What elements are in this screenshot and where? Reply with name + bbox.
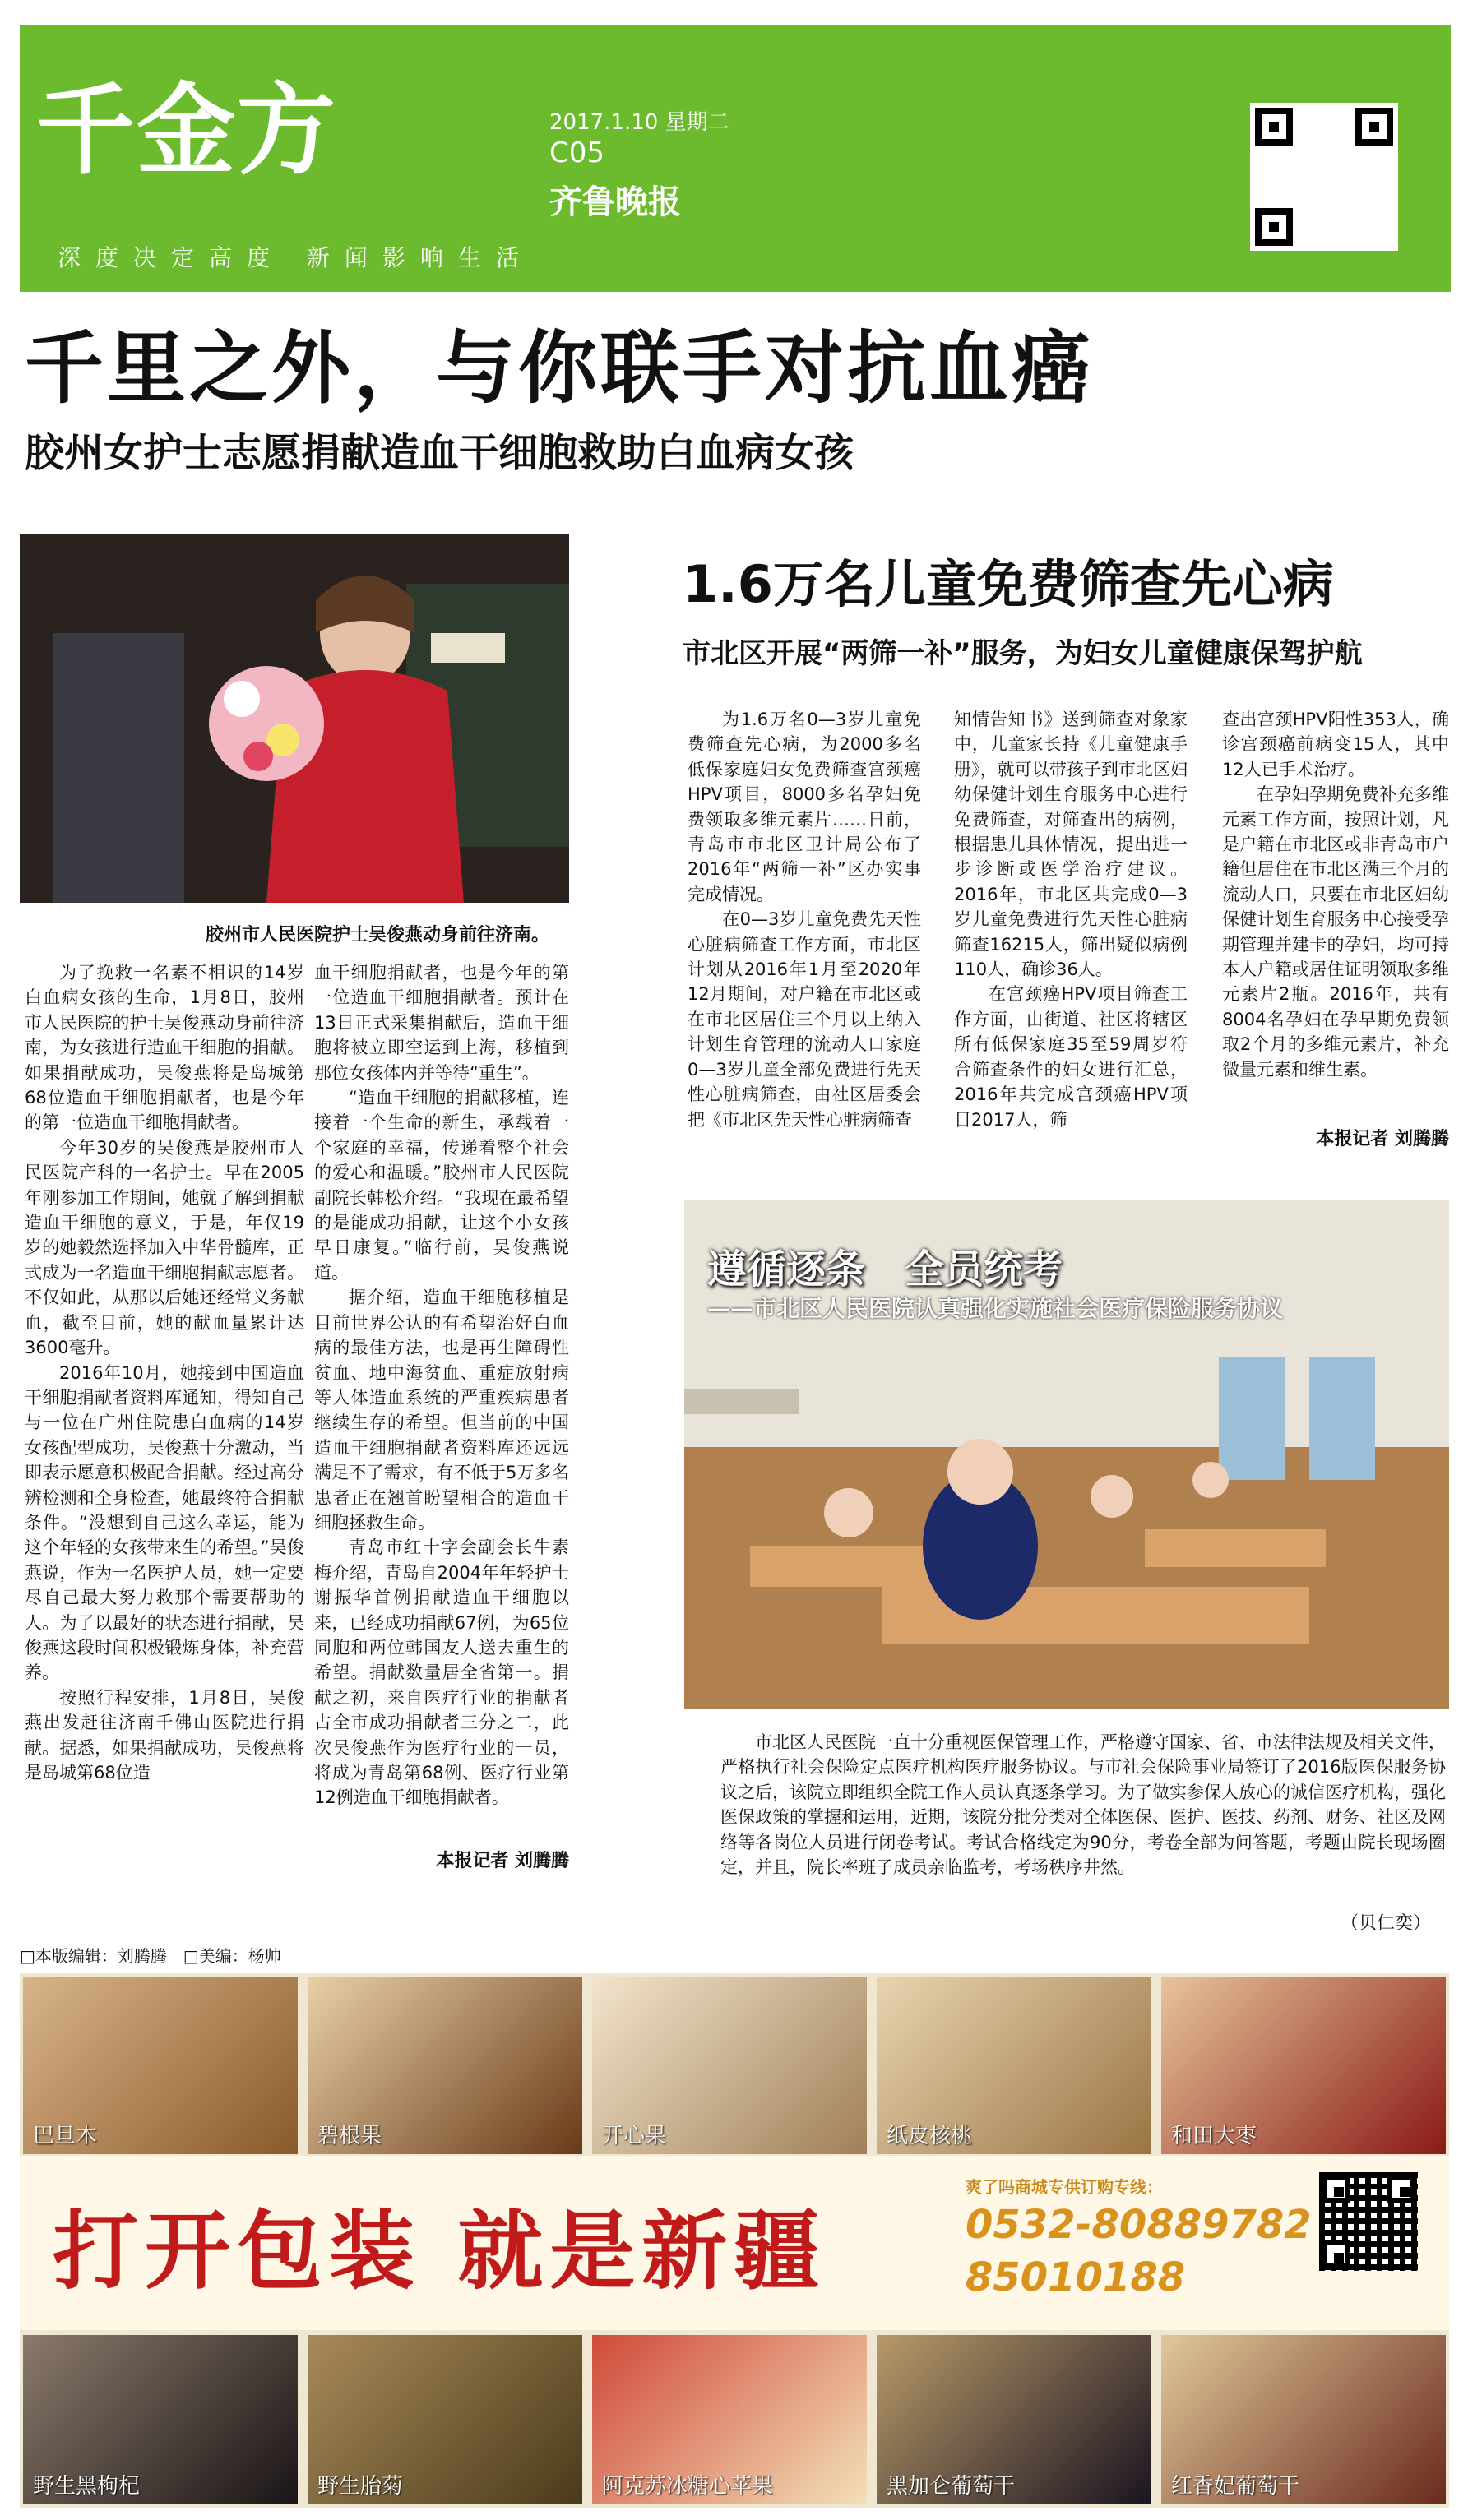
paragraph: 血干细胞捐献者，也是今年的第一位造血干细胞捐献者。预计在13日正式采集捐献后，造血干细胞将被立即空运到上海，移植到那位女孩体内并等待“重生”。 [314, 963, 569, 1083]
paragraph: 市北区人民医院一直十分重视医保管理工作，严格遵守国家、省、市法律法规及相关文件，严格执行社会保险定点医疗机构医疗服务协议。与市社会保险事业局签订了2016版医保服务协议之后，该院立即组织全院工作人员认真逐条学习。为了做实参保人放心的诚信医疗机构，强化医保政策的掌握和运用，近期，该院分批分类对全体医保、医护、医技、药剂、财务、社区及网络等各岗位人员进行闭卷考试。考试合格线定为90分，考卷全部为问答题，考题由院长现场圈定，并且，院长率班子成员亲临监考，考场秩序井然。 [720, 1732, 1446, 1878]
article1-column-2 [314, 960, 569, 1810]
food-label: 开心果 [602, 2124, 667, 2148]
main-headline: 千里之外，与你联手对抗血癌 [25, 322, 1094, 414]
paragraph: 为1.6万名0—3岁儿童免费筛查先心病，为2000多名低保家庭妇女免费筛查宫颈癌HPV项目，8000多名孕妇免费领取多维元素片……日前，青岛市市北区卫计局公布了2016年“两筛一补”区办实事完成情况。 [688, 710, 921, 904]
qr-code-icon [1319, 2172, 1418, 2271]
article1-byline: 本报记者 刘腾腾 [436, 1851, 569, 1871]
food-label: 野生黑枸杞 [33, 2474, 141, 2499]
advertisement [20, 1973, 1449, 2508]
paragraph: 按照行程安排，1月8日，吴俊燕出发赶往济南千佛山医院进行捐献。据悉，如果捐献成功，吴俊燕将是岛城第68位造 [25, 1687, 304, 1782]
article3-title: 遵循逐条 全员统考 [707, 1246, 1063, 1292]
paragraph: 在0—3岁儿童免费先天性心脏病筛查工作方面，市北区计划从2016年1月至2020年12月期间，对户籍在市北区或在市北区居住三个月以上纳入计划生育管理的流动人口家庭0—3岁儿童全部免费进行先天性心脏病筛查，由社区居委会把《市北区先天性心脏病筛查 [688, 909, 921, 1130]
paragraph: 为了挽救一名素不相识的14岁白血病女孩的生命，1月8日，胶州市人民医院的护士吴俊燕动身前往济南，为女孩进行造血干细胞的捐献。如果捐献成功，吴俊燕将是岛城第68位造血干细胞捐献者，也是今年的第一位造血干细胞捐献者。 [25, 963, 304, 1133]
paragraph: 据介绍，造血干细胞移植是目前世界公认的有希望治好白血病的最佳方法，也是再生障碍性贫血、地中海贫血、重症放射病等人体造血系统的严重疾病患者继续生存的希望。但当前的中国造血干细胞捐献者资料库还远远满足不了需求，有不低于5万多名患者正在翘首盼望相合的造血干细胞拯救生命。 [314, 1288, 569, 1533]
issue-date: 2017.1.10 星期二 [549, 110, 729, 135]
food-image [1161, 2335, 1446, 2504]
food-label: 纸皮核桃 [887, 2124, 973, 2148]
main-subheadline: 胶州女护士志愿捐献造血干细胞救助白血病女孩 [25, 430, 854, 476]
qr-code-icon [1250, 103, 1398, 251]
food-label: 碧根果 [317, 2124, 382, 2148]
food-image [23, 1977, 298, 2154]
ad-phone-number: 85010188 [966, 2254, 1186, 2300]
paragraph: 2016年10月，她接到中国造血干细胞捐献者资料库通知，得知自己与一位在广州住院患白血病的14岁女孩配型成功，吴俊燕十分激动，当即表示愿意积极配合捐献。经过高分辨检测和全身检查，她最终符合捐献条件。“没想到自己这么幸运，能为这个年轻的女孩带来生的希望。”吴俊燕说，作为一名医护人员，她一定要尽自己最大努力救那个需要帮助的人。为了以最好的状态进行捐献，吴俊燕这段时间积极锻炼身体，补充营养。 [25, 1362, 304, 1683]
article2-column-1 [688, 707, 921, 1132]
food-image [308, 1977, 582, 2154]
article2-byline: 本报记者 刘腾腾 [1316, 1129, 1449, 1149]
ad-banner [20, 2156, 1449, 2330]
article1-column-1 [25, 960, 304, 1785]
ad-slogan: 打开包装 就是新疆 [53, 2200, 827, 2301]
paragraph: “造血干细胞的捐献移植，连接着一个生命的新生，承载着一个家庭的幸福，传递着整个社会的爱心和温暖。”胶州市人民医院副院长韩松介绍。“我现在最希望的是能成功捐献，让这个小女孩早日康复。”临行前，吴俊燕说道。 [314, 1088, 569, 1283]
food-image [592, 2335, 867, 2504]
food-image [877, 2335, 1151, 2504]
article2-title: 1.6万名儿童免费筛查先心病 [683, 554, 1334, 614]
section-logo: 千金方 [36, 74, 337, 188]
paragraph: 知情告知书》送到筛查对象家中，儿童家长持《儿童健康手册》，就可以带孩子到市北区妇幼保健计划生育服务中心进行免费筛查，对筛查出的病例，根据患儿具体情况，提出进一步诊断或医学治疗建议。2016年，市北区共完成0—3岁儿童免费进行先天性心脏病筛查16215人，筛出疑似病例110人，确诊36人。 [954, 710, 1188, 980]
article3-byline: （贝仁奕） [1340, 1913, 1431, 1934]
food-image [1161, 1977, 1446, 2154]
paragraph: 在宫颈癌HPV项目筛查工作方面，由街道、社区将辖区所有低保家庭35至59周岁符合筛查条件的妇女进行汇总，2016年共完成宫颈癌HPV项目2017人，筛 [954, 984, 1188, 1130]
food-image [23, 2335, 298, 2504]
food-label: 阿克苏冰糖心苹果 [602, 2474, 774, 2499]
food-label: 红香妃葡萄干 [1171, 2474, 1300, 2499]
paragraph: 查出宫颈HPV阳性353人，确诊宫颈癌前病变15人，其中12人已手术治疗。 [1222, 710, 1449, 779]
food-image [308, 2335, 582, 2504]
food-image [877, 1977, 1151, 2154]
paragraph: 青岛市红十字会副会长牛素梅介绍，青岛自2004年年轻护士谢振华首例捐献造血干细胞以来，已经成功捐献67例，为65位同胞和两位韩国友人送去重生的希望。捐献数量居全省第一。捐献之初，来自医疗行业的捐献者占全市成功捐献者三分之二，此次吴俊燕作为医疗行业的一员，将成为青岛第68例、医疗行业第12例造血干细胞捐献者。 [314, 1537, 569, 1808]
nurse-photo [20, 534, 569, 903]
editor-credits: □本版编辑：刘腾腾 □美编：杨帅 [20, 1946, 281, 1966]
ad-hotline-label: 爽了吗商城专供订购专线： [966, 2177, 1163, 2197]
ad-phone-number: 0532-80889782 [966, 2202, 1312, 2248]
article3-subtitle: ——市北区人民医院认真强化实施社会医疗保险服务协议 [707, 1295, 1284, 1322]
food-label: 野生胎菊 [317, 2474, 404, 2499]
masthead-slogan: 深度决定高度 新闻影响生活 [58, 244, 534, 271]
paragraph: 今年30岁的吴俊燕是胶州市人民医院产科的一名护士。早在2005年刚参加工作期间，她就了解到捐献造血干细胞的意义，于是，年仅19岁的她毅然选择加入中华骨髓库，正式成为一名造血干细胞捐献志愿者。不仅如此，从那以后她还经常义务献血，截至目前，她的献血量累计达3600毫升。 [25, 1137, 304, 1358]
article2-column-2 [954, 707, 1188, 1132]
page-number: C05 [549, 136, 605, 169]
article2-subtitle: 市北区开展“两筛一补”服务，为妇女儿童健康保驾护航 [683, 637, 1363, 670]
photo-caption: 胶州市人民医院护士吴俊燕动身前往济南。 [206, 925, 550, 946]
food-label: 黑加仑葡萄干 [887, 2474, 1016, 2499]
article2-column-3 [1222, 707, 1449, 1082]
food-image [592, 1977, 867, 2154]
newspaper-name: 齐鲁晚报 [549, 183, 681, 221]
paragraph: 在孕妇孕期免费补充多维元素工作方面，按照计划，凡是户籍在市北区或非青岛市户籍但居住在市北区满三个月的流动人口，只要在市北区妇幼保健计划生育服务中心接受孕期管理并建卡的孕妇，均可持本人户籍或居住证明领取多维元素片2瓶。2016年，共有8004名孕妇在孕早期免费领取2个月的多维元素片，补充微量元素和维生素。 [1222, 784, 1449, 1080]
food-label: 和田大枣 [1171, 2124, 1257, 2148]
article3-body [720, 1730, 1446, 1880]
food-label: 巴旦木 [33, 2124, 98, 2148]
